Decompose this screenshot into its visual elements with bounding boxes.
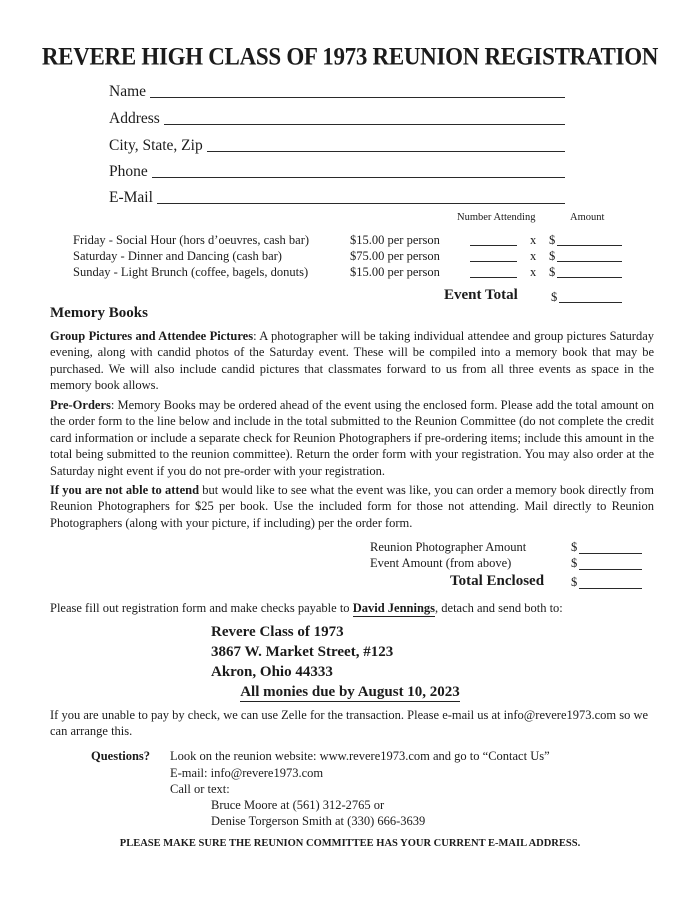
- email-field[interactable]: [109, 185, 565, 207]
- phone-field[interactable]: [109, 159, 565, 181]
- dollar-sign: $: [571, 540, 578, 554]
- event-price-sunday: $15.00 per person: [350, 265, 440, 279]
- questions-website-line: Look on the reunion website: www.revere1973.com and go to “Contact Us”: [170, 749, 550, 763]
- email-line: [157, 203, 565, 204]
- dollar-sign: $: [571, 556, 578, 570]
- not-attending-paragraph: [50, 482, 654, 531]
- questions-call-line: Call or text:: [170, 782, 230, 796]
- instructions-post: , detach and send both to:: [435, 601, 563, 615]
- not-attending-text: but would like to see what the event was like, you can order a memory book directly from Reunion Photographers for $25 per book. Use the included form for those not attending. Mail directly to Reunion Photographers (along with your picture, if including) per the order form.: [50, 483, 654, 530]
- amount-blank-friday[interactable]: [557, 245, 622, 246]
- footer-notice: PLEASE MAKE SURE THE REUNION COMMITTEE HAS YOUR CURRENT E-MAIL ADDRESS.: [119, 838, 581, 849]
- times-symbol: x: [530, 233, 537, 247]
- event-label-sunday: Sunday - Light Brunch (coffee, bagels, donuts): [73, 265, 309, 279]
- name-label: Name: [109, 83, 147, 100]
- instructions-pre: Please fill out registration form and make checks payable to: [50, 601, 353, 615]
- event-amount-blank[interactable]: [579, 569, 642, 570]
- amount-blank-saturday[interactable]: [557, 261, 622, 262]
- group-pictures-bold: Group Pictures and Attendee Pictures: [50, 329, 254, 343]
- due-date-text: All monies due by August 10, 2023: [240, 684, 460, 700]
- dollar-sign: $: [571, 575, 578, 589]
- photographer-amount-label: Reunion Photographer Amount: [370, 540, 527, 554]
- address-field[interactable]: [109, 106, 565, 128]
- event-price-friday: $15.00 per person: [350, 233, 440, 247]
- page-title: REVERE HIGH CLASS OF 1973 REUNION REGISTRATION: [41, 42, 659, 70]
- event-label-friday: Friday - Social Hour (hors d’oeuvres, cash bar): [73, 233, 310, 247]
- city-state-zip-label: City, State, Zip: [109, 137, 203, 154]
- name-line: [150, 97, 565, 98]
- instructions-line: [50, 601, 563, 616]
- due-date-notice: [0, 683, 700, 701]
- phone-line: [152, 177, 565, 178]
- zelle-notice: If you are unable to pay by check, we can use Zelle for the transaction. Please e-mail us at info@revere1973.com so we can arrange this.: [50, 708, 649, 739]
- contact-denise-smith: Denise Torgerson Smith at (330) 666-3639: [211, 814, 426, 828]
- attending-blank-friday[interactable]: [470, 245, 517, 246]
- contact-bruce-moore: Bruce Moore at (561) 312-2765 or: [211, 798, 385, 812]
- attending-blank-sunday[interactable]: [470, 277, 517, 278]
- dollar-sign: $: [549, 233, 556, 247]
- pre-orders-paragraph: [50, 397, 654, 479]
- total-enclosed-blank[interactable]: [579, 588, 642, 589]
- questions-label: Questions?: [91, 749, 151, 763]
- times-symbol: x: [530, 265, 537, 279]
- group-pictures-text: : A photographer will be taking individual attendee and group pictures Saturday evening, along with candid photos of the Saturday event. These will be compiled into a memory book that may be purchased. We will also include candid pictures that classmates forward to us from all three events as space in the memory book allows.: [50, 329, 654, 393]
- city-state-zip-line: [207, 151, 565, 152]
- event-total-label: Event Total: [444, 287, 518, 303]
- event-total-blank[interactable]: [559, 302, 622, 303]
- payee-name: David Jennings: [352, 601, 436, 615]
- event-price-saturday: $75.00 per person: [350, 249, 440, 263]
- dollar-sign: $: [549, 265, 556, 279]
- attending-blank-saturday[interactable]: [470, 261, 517, 262]
- memory-books-heading: Memory Books: [50, 305, 148, 321]
- group-pictures-paragraph: [50, 328, 654, 394]
- name-field[interactable]: [109, 79, 565, 101]
- address-line: [164, 124, 565, 125]
- amount-blank-sunday[interactable]: [557, 277, 622, 278]
- photographer-amount-blank[interactable]: [579, 553, 642, 554]
- times-symbol: x: [530, 249, 537, 263]
- address-label: Address: [109, 110, 160, 127]
- number-attending-header: Number Attending: [457, 212, 536, 223]
- pre-orders-text: : Memory Books may be ordered ahead of the event using the enclosed form. Please add the total amount on the order form to the line below and include in the total submitted to the Reunion Committee (do not complete the credit card information or include a separate check for Reunion Photographers if pre-ordering items; include this amount in the total being submitted to the reunion committee). Return the order form with your registration. You may also order at the Saturday night event if you do not pre-order with your registration.: [50, 398, 654, 478]
- questions-email-line: E-mail: info@revere1973.com: [170, 766, 324, 780]
- amount-header: Amount: [570, 212, 605, 223]
- dollar-sign: $: [549, 249, 556, 263]
- dollar-sign: $: [551, 290, 558, 304]
- total-enclosed-label: Total Enclosed: [450, 573, 545, 589]
- not-attending-bold: If you are not able to attend: [50, 483, 200, 497]
- mailing-line-1: Revere Class of 1973: [211, 624, 344, 640]
- city-state-zip-field[interactable]: [109, 133, 565, 155]
- event-label-saturday: Saturday - Dinner and Dancing (cash bar): [73, 249, 282, 263]
- mailing-address: [211, 622, 393, 682]
- mailing-line-2: 3867 W. Market Street, #123: [211, 644, 394, 660]
- email-label: E-Mail: [109, 189, 153, 206]
- event-amount-label: Event Amount (from above): [370, 556, 512, 570]
- pre-orders-bold: Pre-Orders: [50, 398, 111, 412]
- phone-label: Phone: [109, 163, 148, 180]
- mailing-line-3: Akron, Ohio 44333: [211, 664, 333, 680]
